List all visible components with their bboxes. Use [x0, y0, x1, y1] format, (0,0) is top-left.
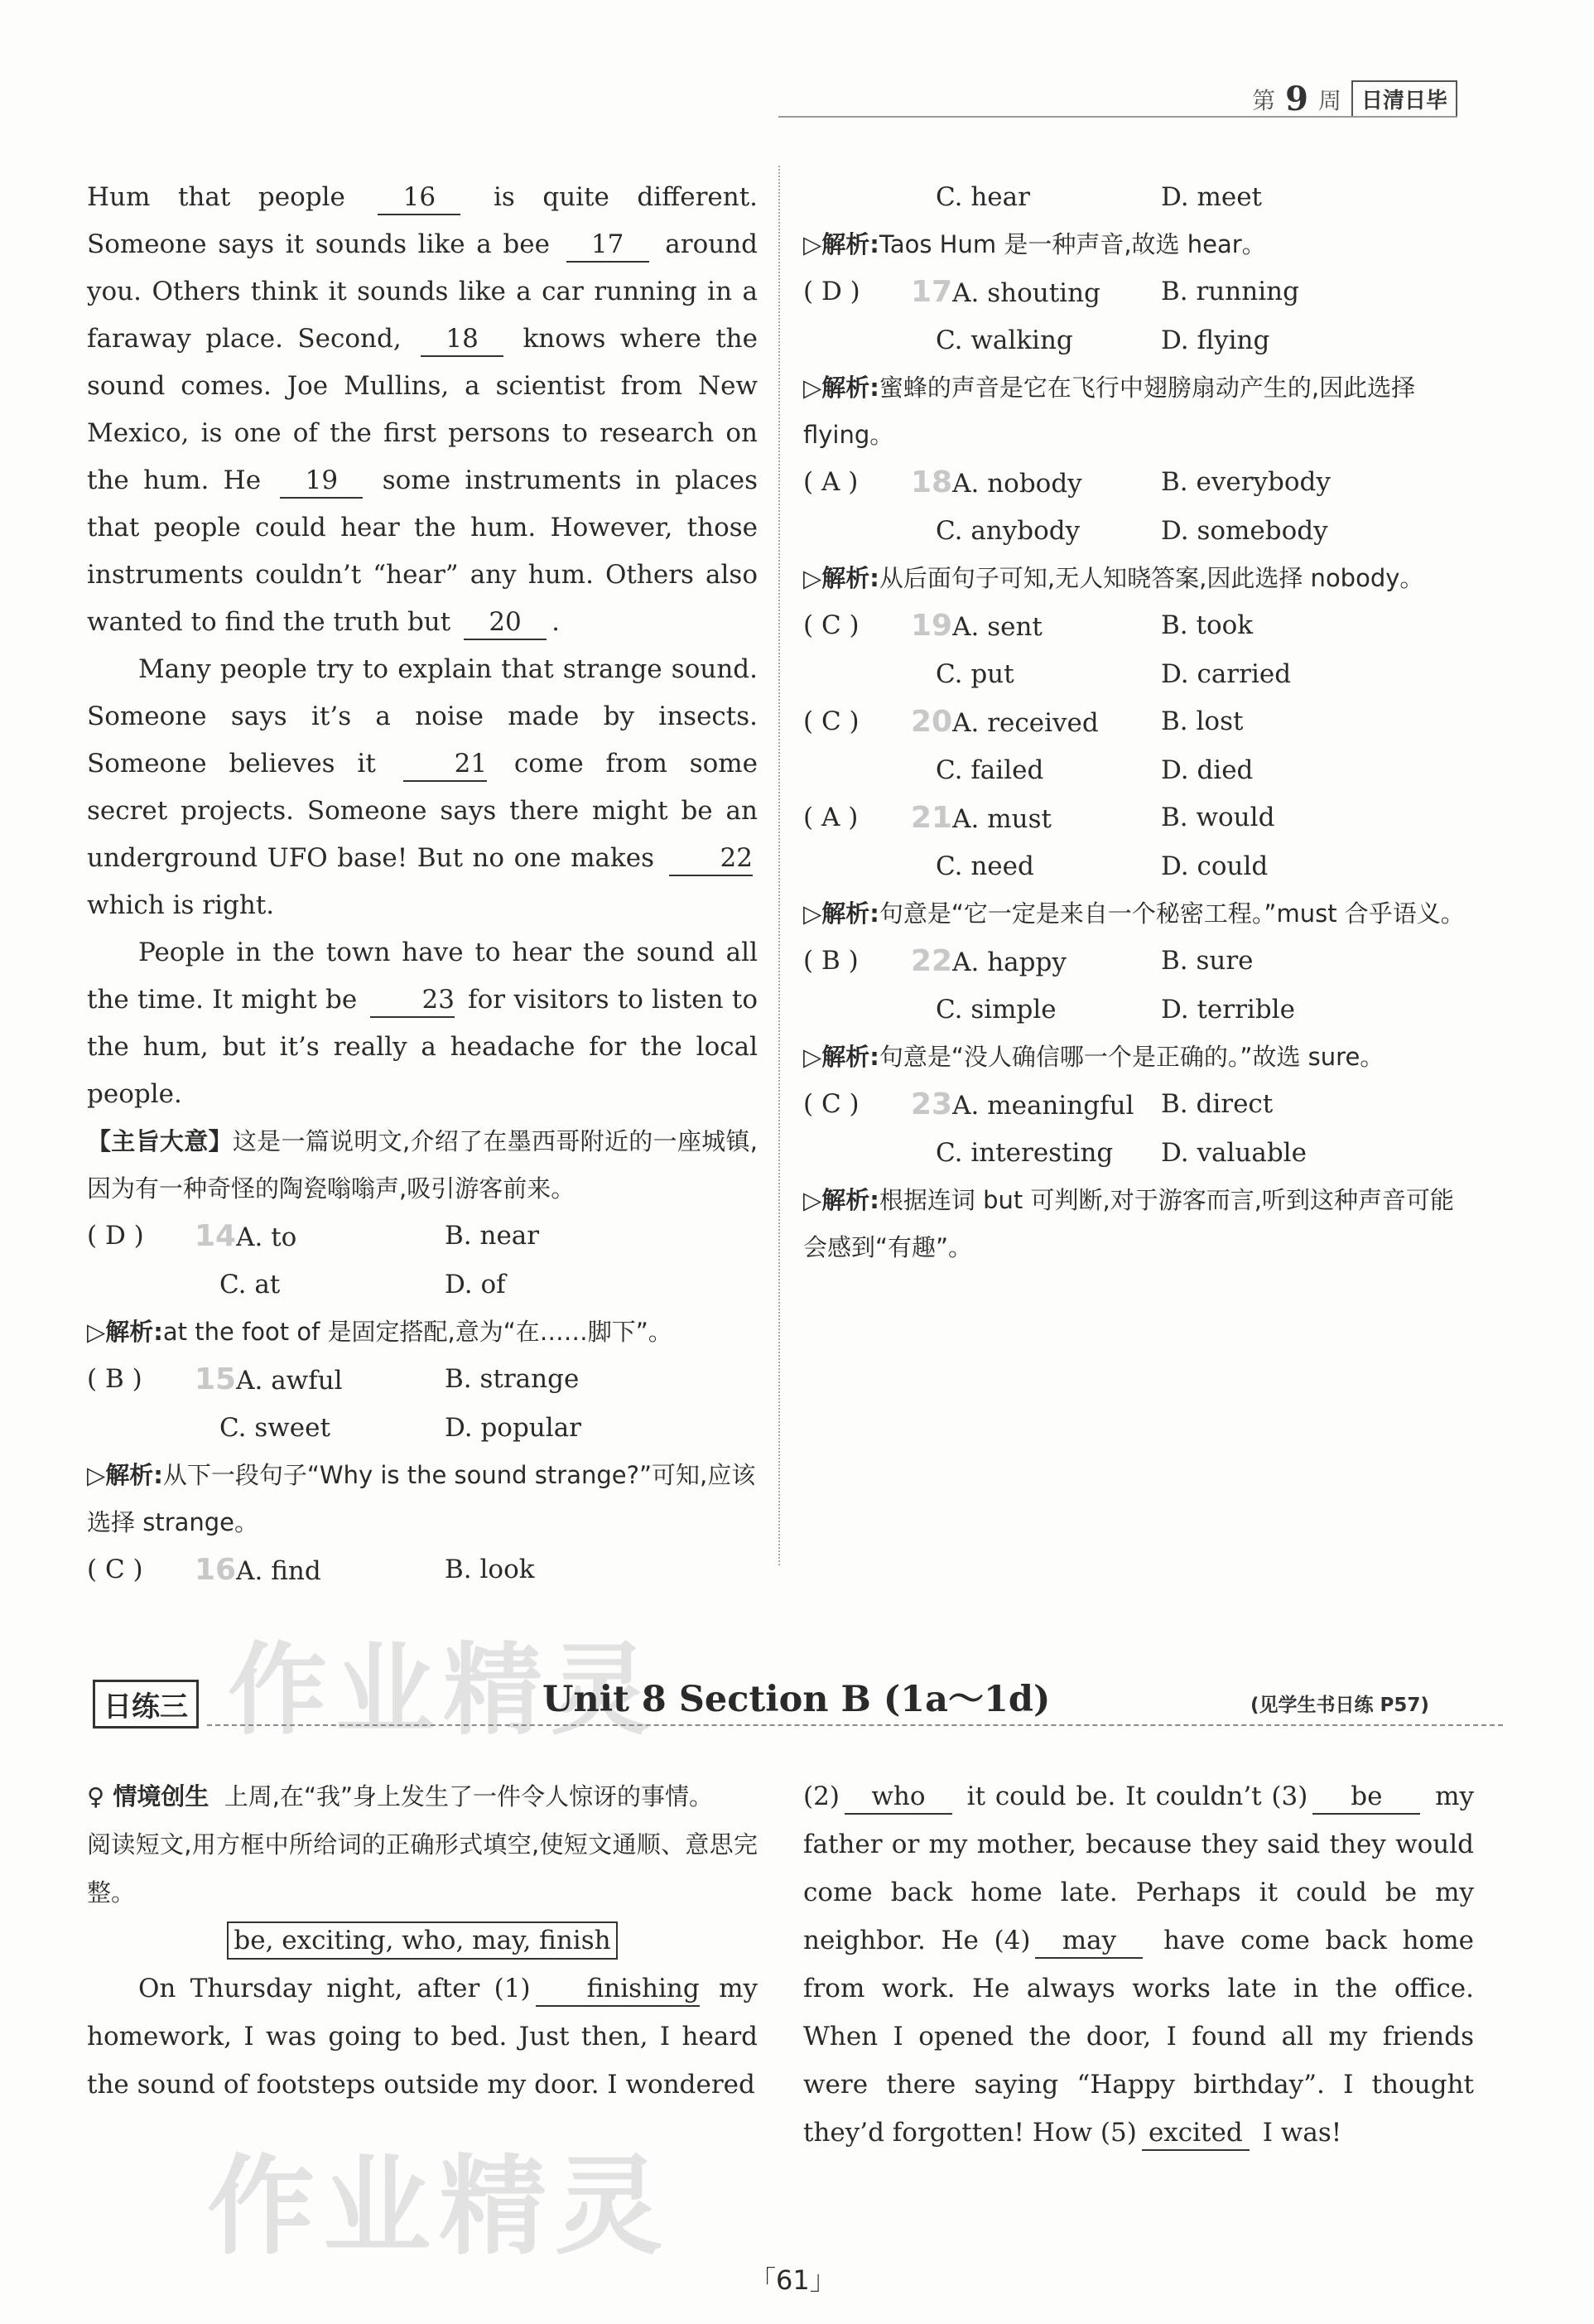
option: B. would [1161, 803, 1275, 832]
explanation-text: Taos Hum 是一种声音,故选 hear。 [879, 230, 1266, 258]
option: C. hear [936, 182, 1030, 212]
answer: ( B ) [803, 946, 859, 976]
option-row [87, 1356, 758, 1405]
blank-number: 19 [280, 464, 363, 499]
text-run: it could be. It couldn’t (3) [956, 1782, 1308, 1811]
option: A. to [236, 1222, 297, 1252]
explanation [803, 890, 1474, 938]
option: D. somebody [1161, 516, 1328, 546]
question-number: 23 [911, 1087, 953, 1121]
question-21 [803, 794, 1474, 938]
first-cell [911, 938, 1161, 986]
option: C. at [219, 1270, 281, 1299]
option-row [803, 843, 1474, 890]
main-idea-label: 【主旨大意】 [87, 1127, 233, 1155]
question-19 [803, 602, 1474, 698]
main-idea [87, 1118, 758, 1213]
option: D. terrible [1161, 995, 1295, 1025]
option: D. meet [1161, 182, 1263, 212]
option-row [803, 602, 1474, 651]
explanation-text: 从后面句子可知,无人知晓答案,因此选择 nobody。 [879, 564, 1424, 592]
option: D. carried [1161, 659, 1292, 689]
text-run: People in the town have to hear the sound all the time. It might be [87, 938, 758, 1015]
option: A. nobody [952, 469, 1082, 499]
option-row [803, 1130, 1474, 1177]
option: C. need [936, 851, 1034, 881]
option-row [803, 1081, 1474, 1130]
option: A. received [952, 708, 1099, 738]
option: B. direct [1161, 1089, 1274, 1119]
question-number: 21 [911, 801, 953, 835]
option-row [87, 1546, 758, 1595]
column-divider [778, 166, 780, 1565]
question-number: 18 [911, 465, 953, 499]
question-23 [803, 1081, 1474, 1271]
explanation-text: 蜜蜂的声音是它在飞行中翅膀扇动产生的,因此选择 flying。 [803, 374, 1416, 449]
option: B. strange [445, 1364, 580, 1394]
page-number: 「61」 [749, 2264, 836, 2296]
question-number: 22 [911, 944, 953, 978]
explanation-label: ▷解析: [803, 1186, 879, 1214]
week-suffix: 周 [1317, 86, 1341, 114]
question-14 [87, 1213, 758, 1356]
answer: ( D ) [87, 1221, 144, 1251]
blank-number: 23 [370, 983, 454, 1018]
option-row [803, 508, 1474, 555]
question-number: 16 [195, 1553, 237, 1587]
blank-number: 17 [566, 228, 649, 263]
instructions: 阅读短文,用方框中所给词的正确形式填空,使短文通顺、意思完整。 [87, 1830, 758, 1907]
option: D. could [1161, 851, 1269, 881]
section-tag: 日练三 [93, 1680, 199, 1729]
option-row [803, 986, 1474, 1034]
page-number-value: 61 [776, 2264, 810, 2296]
passage-paragraph-3 [87, 929, 758, 1118]
answer: ( D ) [803, 277, 860, 306]
question-17 [803, 268, 1474, 459]
scene-text: 上周,在“我”身上发生了一件令人惊讶的事情。 [224, 1782, 714, 1811]
option: B. sure [1161, 946, 1254, 976]
explanation-label: ▷解析: [803, 374, 879, 402]
exercise-left [87, 1772, 758, 2109]
explanation-label: ▷解析: [803, 564, 879, 592]
option: A. find [236, 1556, 321, 1586]
text-run: have come back home from work. He always works late in the office. When I opened the door, I found all my friends were there saying “Happy birthday”. I thought they’d forgotten! How (5) [803, 1926, 1474, 2148]
right-column [803, 174, 1474, 1271]
text-run: my father or my mother, because they said they would come back home late. Perhaps it could be my neighbor. He (4) [803, 1782, 1475, 1955]
section-title: Unit 8 Section B (1a～1d) [542, 1679, 1051, 1720]
scene-intro [87, 1772, 758, 1820]
text-run: around you. Others think it sounds like a car running in a faraway place. Second, [87, 229, 758, 354]
left-column [87, 174, 758, 1595]
option: B. everybody [1161, 467, 1331, 497]
option: C. sweet [219, 1413, 330, 1443]
option: B. near [445, 1221, 540, 1251]
exercise-paragraph-left [87, 1965, 758, 2109]
explanation [803, 1177, 1474, 1271]
question-number: 20 [911, 705, 953, 739]
header-divider [778, 116, 1457, 118]
left-question-list [87, 1213, 758, 1595]
explanation [87, 1452, 758, 1546]
option: D. popular [445, 1413, 581, 1443]
answer-blank: finishing [536, 1972, 700, 2007]
answer-blank: excited [1142, 2116, 1250, 2151]
explanation-label: ▷解析: [87, 1461, 163, 1489]
text-run: for visitors to listen to the hum, but it’s really a headache for the local people. [87, 985, 758, 1109]
explanation [803, 1034, 1474, 1081]
word-box-line [87, 1917, 758, 1965]
blank-number: 22 [669, 841, 753, 876]
option-row [803, 317, 1474, 364]
explanation [803, 221, 1474, 268]
text-run: Many people try to explain that strange sound. Someone says it’s a noise made by insects. Someone believes it [87, 654, 758, 779]
first-cell [911, 268, 1161, 317]
week-number: 9 [1285, 80, 1308, 118]
section-note: (见学生书日练 P57) [1250, 1695, 1429, 1716]
option-row [803, 938, 1474, 986]
option: C. failed [936, 755, 1044, 785]
answer: ( C ) [803, 706, 860, 736]
question-16-continued [803, 174, 1474, 221]
blank-number: 16 [378, 181, 460, 215]
exercise-paragraph-right [803, 1772, 1474, 2157]
option: C. interesting [936, 1138, 1114, 1168]
option: A. sent [952, 612, 1043, 642]
answer-blank: may [1035, 1924, 1143, 1959]
text-run: On Thursday night, after (1) [138, 1974, 531, 2003]
watermark: 作业精灵 [228, 1633, 658, 1748]
option-row [803, 268, 1474, 317]
option: A. meaningful [952, 1091, 1134, 1121]
option-row [803, 794, 1474, 843]
option-row [87, 1261, 758, 1309]
option: D. died [1161, 755, 1254, 785]
question-22 [803, 938, 1474, 1081]
text-run: (2) [803, 1782, 840, 1811]
question-number: 15 [195, 1362, 237, 1396]
blank-number: 21 [403, 747, 487, 782]
option: D. of [445, 1270, 506, 1299]
explanation-label: ▷解析: [803, 899, 879, 928]
option: D. flying [1161, 325, 1270, 355]
explanation-label: ▷解析: [803, 1043, 879, 1071]
blank-number: 20 [464, 605, 547, 640]
question-15 [87, 1356, 758, 1546]
word-box: be, exciting, who, may, finish [227, 1921, 617, 1960]
answer: ( A ) [803, 803, 859, 832]
exercise-right [803, 1772, 1474, 2157]
blank-number: 18 [421, 322, 503, 357]
answer: ( B ) [87, 1364, 142, 1394]
question-18 [803, 459, 1474, 602]
first-cell [195, 1213, 445, 1261]
question-16 [87, 1546, 758, 1595]
option-row [803, 459, 1474, 508]
week-prefix: 第 [1252, 86, 1276, 114]
passage-paragraph-1 [87, 174, 758, 646]
option-row [803, 698, 1474, 747]
daily-badge: 日清日毕 [1351, 80, 1457, 118]
option: C. simple [936, 995, 1057, 1025]
page-header [1252, 80, 1457, 118]
first-cell [195, 1356, 445, 1405]
first-cell [911, 1081, 1161, 1130]
text-run: I was! [1254, 2118, 1342, 2148]
first-cell [195, 1546, 445, 1595]
answer: ( A ) [803, 467, 859, 497]
answer: ( C ) [803, 610, 860, 640]
option: C. put [936, 659, 1014, 689]
explanation-text: 句意是“没人确信哪一个是正确的。”故选 sure。 [879, 1043, 1385, 1071]
section-divider [207, 1724, 1503, 1726]
answer-blank: who [845, 1780, 952, 1815]
explanation [803, 555, 1474, 602]
text-run: is quite different. Someone says it sounds like a bee [87, 182, 758, 259]
explanation-text: 句意是“它一定是来自一个秘密工程。”must 合乎语义。 [879, 899, 1465, 928]
option: A. shouting [952, 278, 1100, 308]
first-cell [911, 698, 1161, 747]
first-cell [911, 459, 1161, 508]
option: A. happy [952, 947, 1067, 977]
explanation-text: at the foot of 是固定搭配,意为“在……脚下”。 [162, 1318, 672, 1346]
option: A. awful [236, 1366, 343, 1396]
explanation [87, 1309, 758, 1356]
option: B. running [1161, 277, 1299, 306]
option: B. lost [1161, 706, 1244, 736]
option: A. must [952, 804, 1052, 834]
answer: ( C ) [803, 1089, 860, 1119]
text-run: knows where the sound comes. Joe Mullins, a scientist from New Mexico, is one of the first persons to research on the hum. He [87, 324, 758, 495]
question-20 [803, 698, 1474, 794]
answer-blank: be [1312, 1780, 1420, 1815]
option: B. took [1161, 610, 1254, 640]
first-cell [911, 794, 1161, 843]
option: C. walking [936, 325, 1073, 355]
text-run: my homework, I was going to bed. Just then, I heard the sound of footsteps outside my door. I wondered [87, 1974, 758, 2100]
passage-paragraph-2 [87, 646, 758, 929]
explanation-text: 根据连词 but 可判断,对于游客而言,听到这种声音可能会感到“有趣”。 [803, 1186, 1454, 1261]
explanation-text: 从下一段句子“Why is the sound strange?”可知,应该选择 strange。 [87, 1461, 756, 1536]
text-run: which is right. [87, 890, 275, 920]
option: C. anybody [936, 516, 1081, 546]
explanation-label: ▷解析: [803, 230, 879, 258]
text-run: some instruments in places that people could hear the hum. However, those instruments couldn’t “hear” any hum. Others also wanted to find the truth but [87, 465, 758, 637]
option-row [87, 1405, 758, 1452]
right-question-list [803, 268, 1474, 1271]
watermark-bottom: 作业精灵 [207, 2143, 672, 2269]
question-number: 17 [911, 275, 953, 309]
option: B. look [445, 1555, 535, 1584]
text-run: come from some secret projects. Someone says there might be an underground UFO base! But no one makes [87, 749, 758, 873]
answer: ( C ) [87, 1555, 143, 1584]
explanation-label: ▷解析: [87, 1318, 163, 1346]
option: D. valuable [1161, 1138, 1307, 1168]
question-number: 14 [195, 1219, 237, 1253]
option-row [87, 1213, 758, 1261]
text-run: Hum that people [87, 182, 373, 212]
option-row [803, 651, 1474, 698]
scene-label: ♀ 情境创生 [87, 1782, 209, 1811]
text-run: . [551, 607, 560, 637]
option-row [803, 747, 1474, 794]
question-number: 19 [911, 609, 953, 643]
explanation [803, 364, 1474, 459]
first-cell [911, 602, 1161, 651]
main-idea-text: 这是一篇说明文,介绍了在墨西哥附近的一座城镇,因为有一种奇怪的陶瓷嗡嗡声,吸引游客前来。 [87, 1127, 758, 1203]
